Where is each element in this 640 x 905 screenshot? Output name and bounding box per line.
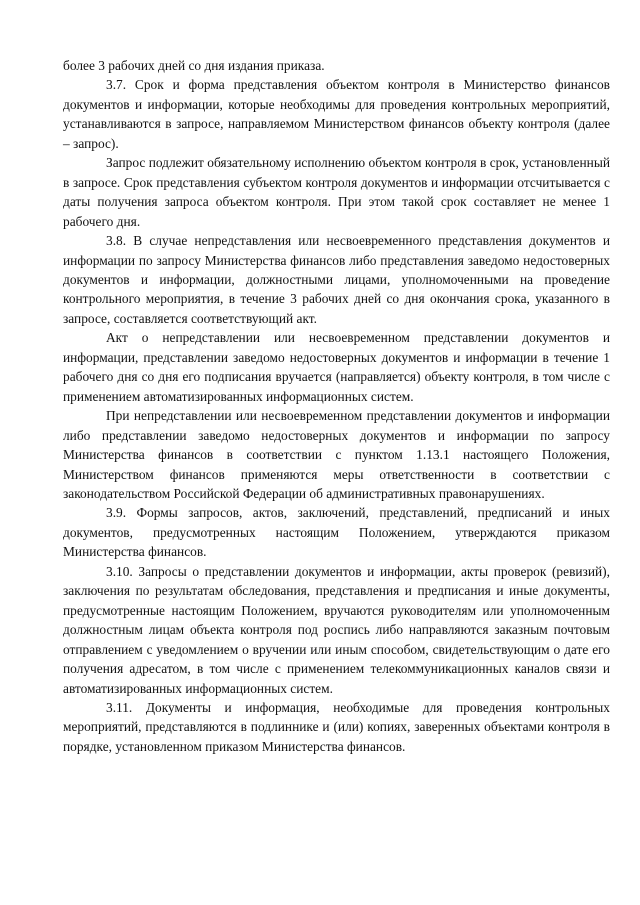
paragraph-3-11: 3.11. Документы и информация, необходимые для проведения контрольных мероприятий, представляются в подлиннике и (или) копиях, заверенных объектами контроля в порядке, установленном приказом Министерства финансов. (63, 699, 610, 754)
paragraph-liability: При непредставлении или несвоевременном представлении документов и информации либо представлении заведомо недостоверных документов и информации по запросу Министерства финансов в соответствии с пунктом 1.13.1 настоящего Положения, Министерством финансов применяются меры ответственности в соответствии с законодательством Российской Федерации об административных правонарушениях. (63, 408, 610, 501)
paragraph-3-10: 3.10. Запросы о представлении документов и информации, акты проверок (ревизий), заключения по результатам обследования, представления и предписания и иные документы, предусмотренные настоящим Положением, вручаются руководителям или уполномоченным должностным лицам объекта контроля под роспись либо направляются заказным почтовым отправлением с уведомлением о вручении или иным способом, свидетельствующим о дате его получения адресатом, в том числе с применением телекоммуникационных каналов связи и автоматизированных информационных систем. (63, 563, 610, 696)
paragraph-act-delivery: Акт о непредставлении или несвоевременном представлении документов и информации, представлении заведомо недостоверных документов и информации в течение 1 рабочего дня со дня его подписания вручается (направляется) объекту контроля, в том числе с применением автоматизированных информационных систем. (63, 330, 610, 404)
paragraph-3-7: 3.7. Срок и форма представления объектом контроля в Министерство финансов документов и информации, которые необходимы для проведения контрольных мероприятий, устанавливаются в запросе, направляемом Министерством финансов объекту контроля (далее – запрос). (63, 77, 610, 151)
document-page (63, 56, 610, 756)
paragraph-continuation: более 3 рабочих дней со дня издания приказа. (63, 58, 325, 73)
paragraph-request-obligation: Запрос подлежит обязательному исполнению объектом контроля в срок, установленный в запросе. Срок представления субъектом контроля документов и информации отсчитывается с даты получения запроса объектом контроля. При этом такой срок составляет не менее 1 рабочего дня. (63, 155, 610, 229)
paragraph-3-8: 3.8. В случае непредставления или несвоевременного представления документов и информации по запросу Министерства финансов либо представления заведомо недостоверных документов и информации, должностными лицами, уполномоченными на проведение контрольного мероприятия, в течение 3 рабочих дней со дня окончания срока, указанного в запросе, составляется соответствующий акт. (63, 233, 610, 326)
paragraph-3-9: 3.9. Формы запросов, актов, заключений, представлений, предписаний и иных документов, предусмотренных настоящим Положением, утверждаются приказом Министерства финансов. (63, 505, 610, 560)
